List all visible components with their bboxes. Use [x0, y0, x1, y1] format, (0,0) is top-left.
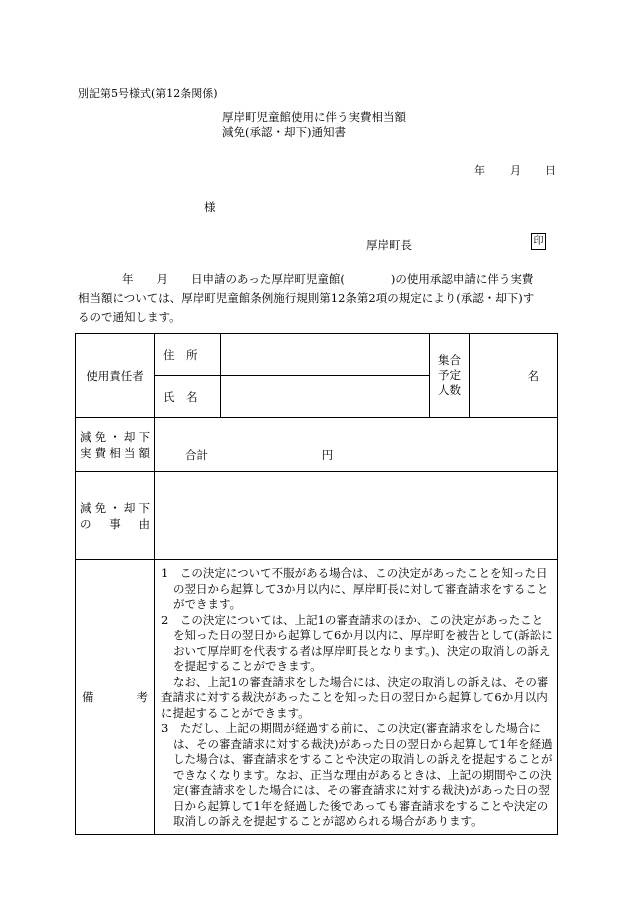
issuer-name: 厚岸町長: [366, 238, 412, 252]
title-line-1: 厚岸町児童館使用に伴う実費相当額: [222, 110, 406, 124]
body-line-3: るので通知します。: [78, 310, 181, 324]
yen-unit: 円: [321, 448, 334, 462]
reason-label-1: 減免・却下: [80, 500, 150, 515]
reason-label-cell: [76, 472, 155, 560]
address-label: 住 所: [163, 347, 198, 362]
amount-value-cell: [155, 418, 558, 472]
attendance-label-3: 人数: [438, 383, 461, 397]
reason-value: [155, 472, 558, 560]
name-value: [221, 376, 430, 418]
attendance-value-cell: [470, 334, 558, 418]
body-line-1: 年 月 日申請のあった厚岸町児童館( )の使用承認申請に伴う実費: [122, 272, 534, 286]
notice-table: [75, 333, 558, 835]
seal-box: 印: [531, 233, 546, 250]
address-label-cell: [155, 334, 221, 376]
date-day: 日: [545, 164, 556, 177]
attendance-label-cell: [430, 334, 470, 418]
name-label-cell: [155, 376, 221, 418]
attendance-label-2: 予定: [438, 368, 461, 382]
total-label: 合計: [185, 448, 208, 462]
addressee-suffix: 様: [204, 200, 216, 214]
form-label: 別記第5号様式(第12条関係): [78, 87, 218, 100]
note-1: 1 この決定について不服がある場合は、この決定があったことを知った日の翌日から起算して3か月以内に、厚岸町長に対して審査請求をすることができます。: [161, 566, 549, 611]
amount-label-2: 実費相当額: [80, 445, 150, 460]
remarks-label-cell: [76, 560, 155, 835]
user-label-cell: [76, 334, 155, 418]
remarks-label: 備 考: [82, 689, 148, 704]
user-label: 使用責任者: [86, 368, 144, 383]
attendance-label-1: 集合: [438, 353, 461, 367]
note-2: 2 この決定については、上記1の審査請求のほか、この決定があったことを知った日の翌日から起算して6か月以内に、厚岸町を被告として(訴訟において厚岸町を代表する者は厚岸町長となります。)、決定の取消しの訴えを提起することができます。: [161, 612, 553, 673]
amount-label-1: 減免・却下: [80, 429, 150, 444]
title-line-2: 減免(承認・却下)通知書: [222, 125, 346, 139]
note-3: 3 ただし、上記の期間が経過する前に、この決定(審査請求をした場合には、その審査請求に対する裁決)があった日の翌日から起算して1年を経過した場合は、審査請求をすることや決定の取消しの訴えを提起することができなくなります。なお、正当な理由があるときは、上記の期間やこの決定(審査請求をした場合には、その審査請求に対する裁決)があった日の翌日から起算して1年を経過した後であっても審査請求をすることや決定の取消しの訴えを提起することが認められる場合があります。: [161, 721, 553, 828]
amount-label-cell: [76, 418, 155, 472]
note-2-supplement: なお、上記1の審査請求をした場合には、決定の取消しの訴えは、その審査請求に対する裁決があったことを知った日の翌日から起算して6か月以内に提起することができます。: [161, 674, 549, 720]
name-label: 氏 名: [163, 389, 198, 404]
date-month: 月: [510, 164, 521, 177]
reason-label-2: の 事 由: [80, 516, 150, 531]
date-year: 年: [474, 164, 485, 177]
attendance-unit: 名: [527, 368, 539, 383]
body-line-2: 相当額については、厚岸町児童館条例施行規則第12条第2項の規定により(承認・却下)す: [78, 291, 535, 305]
notes-cell: [155, 560, 558, 835]
address-value: [221, 334, 430, 376]
